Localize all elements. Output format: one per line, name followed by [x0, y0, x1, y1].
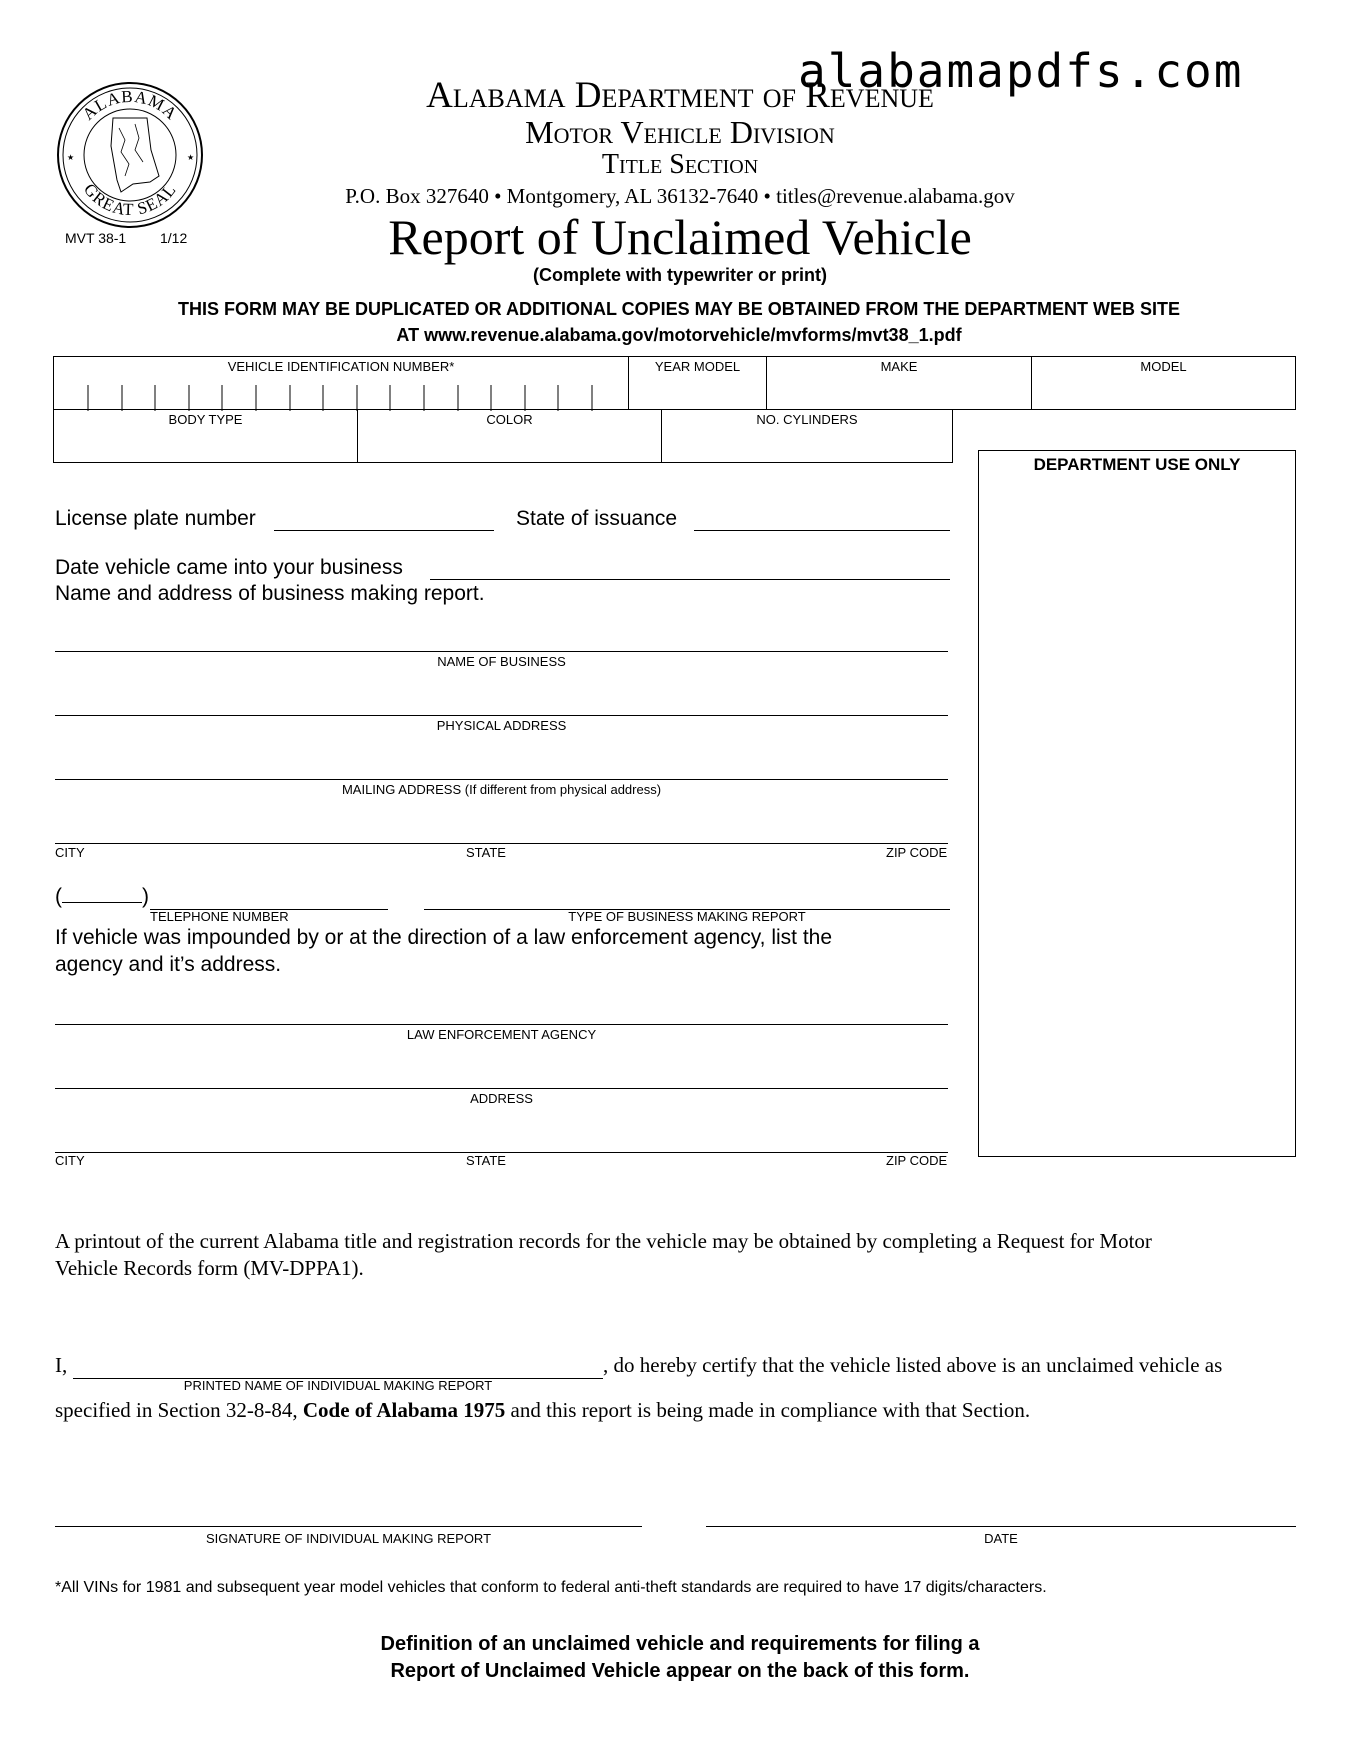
- definition-note-line2: Report of Unclaimed Vehicle appear on the back of this form.: [390, 1660, 970, 1682]
- svg-text:GREAT SEAL: GREAT SEAL: [79, 179, 181, 220]
- form-title: Report of Unclaimed Vehicle: [388, 209, 972, 265]
- make-label: MAKE: [880, 359, 918, 374]
- alabama-seal-logo: [55, 80, 205, 230]
- mailing-info: P.O. Box 327640 • Montgomery, AL 36132-7640 • titles@revenue.alabama.gov: [345, 184, 1015, 208]
- year-model-label: YEAR MODEL: [654, 359, 741, 374]
- signature-input[interactable]: [55, 1526, 642, 1527]
- duplication-notice: THIS FORM MAY BE DUPLICATED OR ADDITIONAL COPIES MAY BE OBTAINED FROM THE DEPARTMENT WEB SITE: [177, 299, 1181, 319]
- business-type-caption: TYPE OF BUSINESS MAKING REPORT: [568, 909, 806, 924]
- completion-instruction: (Complete with typewriter or print): [532, 265, 827, 285]
- state-caption: STATE: [466, 845, 506, 860]
- form-id: MVT 38-1: [65, 230, 127, 246]
- agency-address-input[interactable]: [55, 1088, 948, 1089]
- division-name: Motor Vehicle Division: [525, 114, 835, 150]
- signature-caption: SIGNATURE OF INDIVIDUAL MAKING REPORT: [205, 1531, 492, 1546]
- telephone-area-code[interactable]: ( ): [55, 885, 149, 908]
- mailing-address-input[interactable]: [55, 779, 948, 780]
- cylinders-cell[interactable]: [661, 409, 953, 463]
- model-label: MODEL: [1140, 359, 1187, 374]
- impound-prompt-line1: If vehicle was impounded by or at the direction of a law enforcement agency, list the: [55, 926, 833, 949]
- agency-address-caption: ADDRESS: [470, 1091, 533, 1106]
- date-came-label: Date vehicle came into your business: [55, 556, 403, 579]
- cylinders-label: NO. CYLINDERS: [756, 412, 858, 427]
- city-state-zip-input[interactable]: [55, 843, 948, 844]
- certify-suffix: , do hereby certify that the vehicle listed above is an unclaimed vehicle as: [603, 1353, 1223, 1377]
- svg-text:ALABAMA: ALABAMA: [78, 86, 182, 124]
- color-label: COLOR: [486, 412, 533, 427]
- svg-text:★: ★: [67, 153, 75, 162]
- definition-note-line1: Definition of an unclaimed vehicle and requirements for filing a: [380, 1633, 980, 1655]
- color-cell[interactable]: [357, 409, 662, 463]
- body-type-cell[interactable]: [53, 409, 358, 463]
- website-notice: AT www.revenue.alabama.gov/motorvehicle/mvforms/mvt38_1.pdf: [396, 325, 962, 345]
- date-caption: DATE: [984, 1531, 1018, 1546]
- body-type-label: BODY TYPE: [168, 412, 243, 427]
- make-cell[interactable]: [766, 356, 1032, 410]
- model-cell[interactable]: [1031, 356, 1296, 410]
- certify-prefix: I,: [55, 1353, 68, 1377]
- certify-line2-b: and this report is being made in compliance with that Section.: [505, 1398, 1031, 1422]
- mailing-address-caption: MAILING ADDRESS (If different from physical address): [341, 782, 662, 797]
- year-model-cell[interactable]: [628, 356, 767, 410]
- telephone-caption: TELEPHONE NUMBER: [150, 909, 289, 924]
- city-caption: CITY: [55, 845, 85, 860]
- agency-state-caption: STATE: [466, 1153, 506, 1168]
- plate-label: License plate number: [55, 507, 256, 530]
- physical-address-input[interactable]: [55, 715, 948, 716]
- date-input[interactable]: [706, 1526, 1296, 1527]
- agency-city-caption: CITY: [55, 1153, 85, 1168]
- certify-line2-a: specified in Section 32-8-84,: [55, 1398, 303, 1422]
- law-agency-caption: LAW ENFORCEMENT AGENCY: [406, 1027, 597, 1042]
- law-agency-input[interactable]: [55, 1024, 948, 1025]
- printout-line1: A printout of the current Alabama title and registration records for the vehicle may be obtained by completing a Request for Motor: [55, 1229, 1152, 1253]
- date-came-input[interactable]: [430, 579, 950, 580]
- certify-line2: [55, 1398, 1030, 1423]
- state-issuance-input[interactable]: [694, 530, 950, 531]
- section-name: Title Section: [601, 149, 759, 180]
- department-use-label: DEPARTMENT USE ONLY: [1033, 455, 1241, 474]
- watermark: alabamapdfs.com: [798, 44, 1244, 98]
- printed-name-caption: PRINTED NAME OF INDIVIDUAL MAKING REPORT: [183, 1378, 493, 1393]
- department-name: Alabama Department of Revenue: [426, 75, 934, 116]
- zip-caption: ZIP CODE: [886, 845, 948, 860]
- business-name-input[interactable]: [55, 651, 948, 652]
- physical-address-caption: PHYSICAL ADDRESS: [436, 718, 567, 733]
- business-name-caption: NAME OF BUSINESS: [437, 654, 566, 669]
- state-issuance-label: State of issuance: [516, 507, 678, 530]
- printout-line2: Vehicle Records form (MV-DPPA1).: [55, 1256, 364, 1280]
- vin-label: VEHICLE IDENTIFICATION NUMBER*: [227, 359, 455, 374]
- vin-footnote: *All VINs for 1981 and subsequent year model vehicles that conform to federal anti-theft standards are required to have 17 digits/characters.: [55, 1579, 1047, 1596]
- form-revision: 1/12: [160, 230, 188, 246]
- department-use-box: [978, 450, 1296, 1157]
- plate-input[interactable]: [274, 530, 494, 531]
- vin-cell[interactable]: [53, 356, 629, 410]
- code-of-alabama: Code of Alabama 1975: [302, 1398, 506, 1422]
- name-address-prompt: Name and address of business making report.: [55, 582, 485, 605]
- svg-text:★: ★: [187, 153, 195, 162]
- agency-zip-caption: ZIP CODE: [886, 1153, 948, 1168]
- vin-character-ticks: [54, 357, 630, 411]
- impound-prompt-line2: agency and it’s address.: [55, 953, 282, 976]
